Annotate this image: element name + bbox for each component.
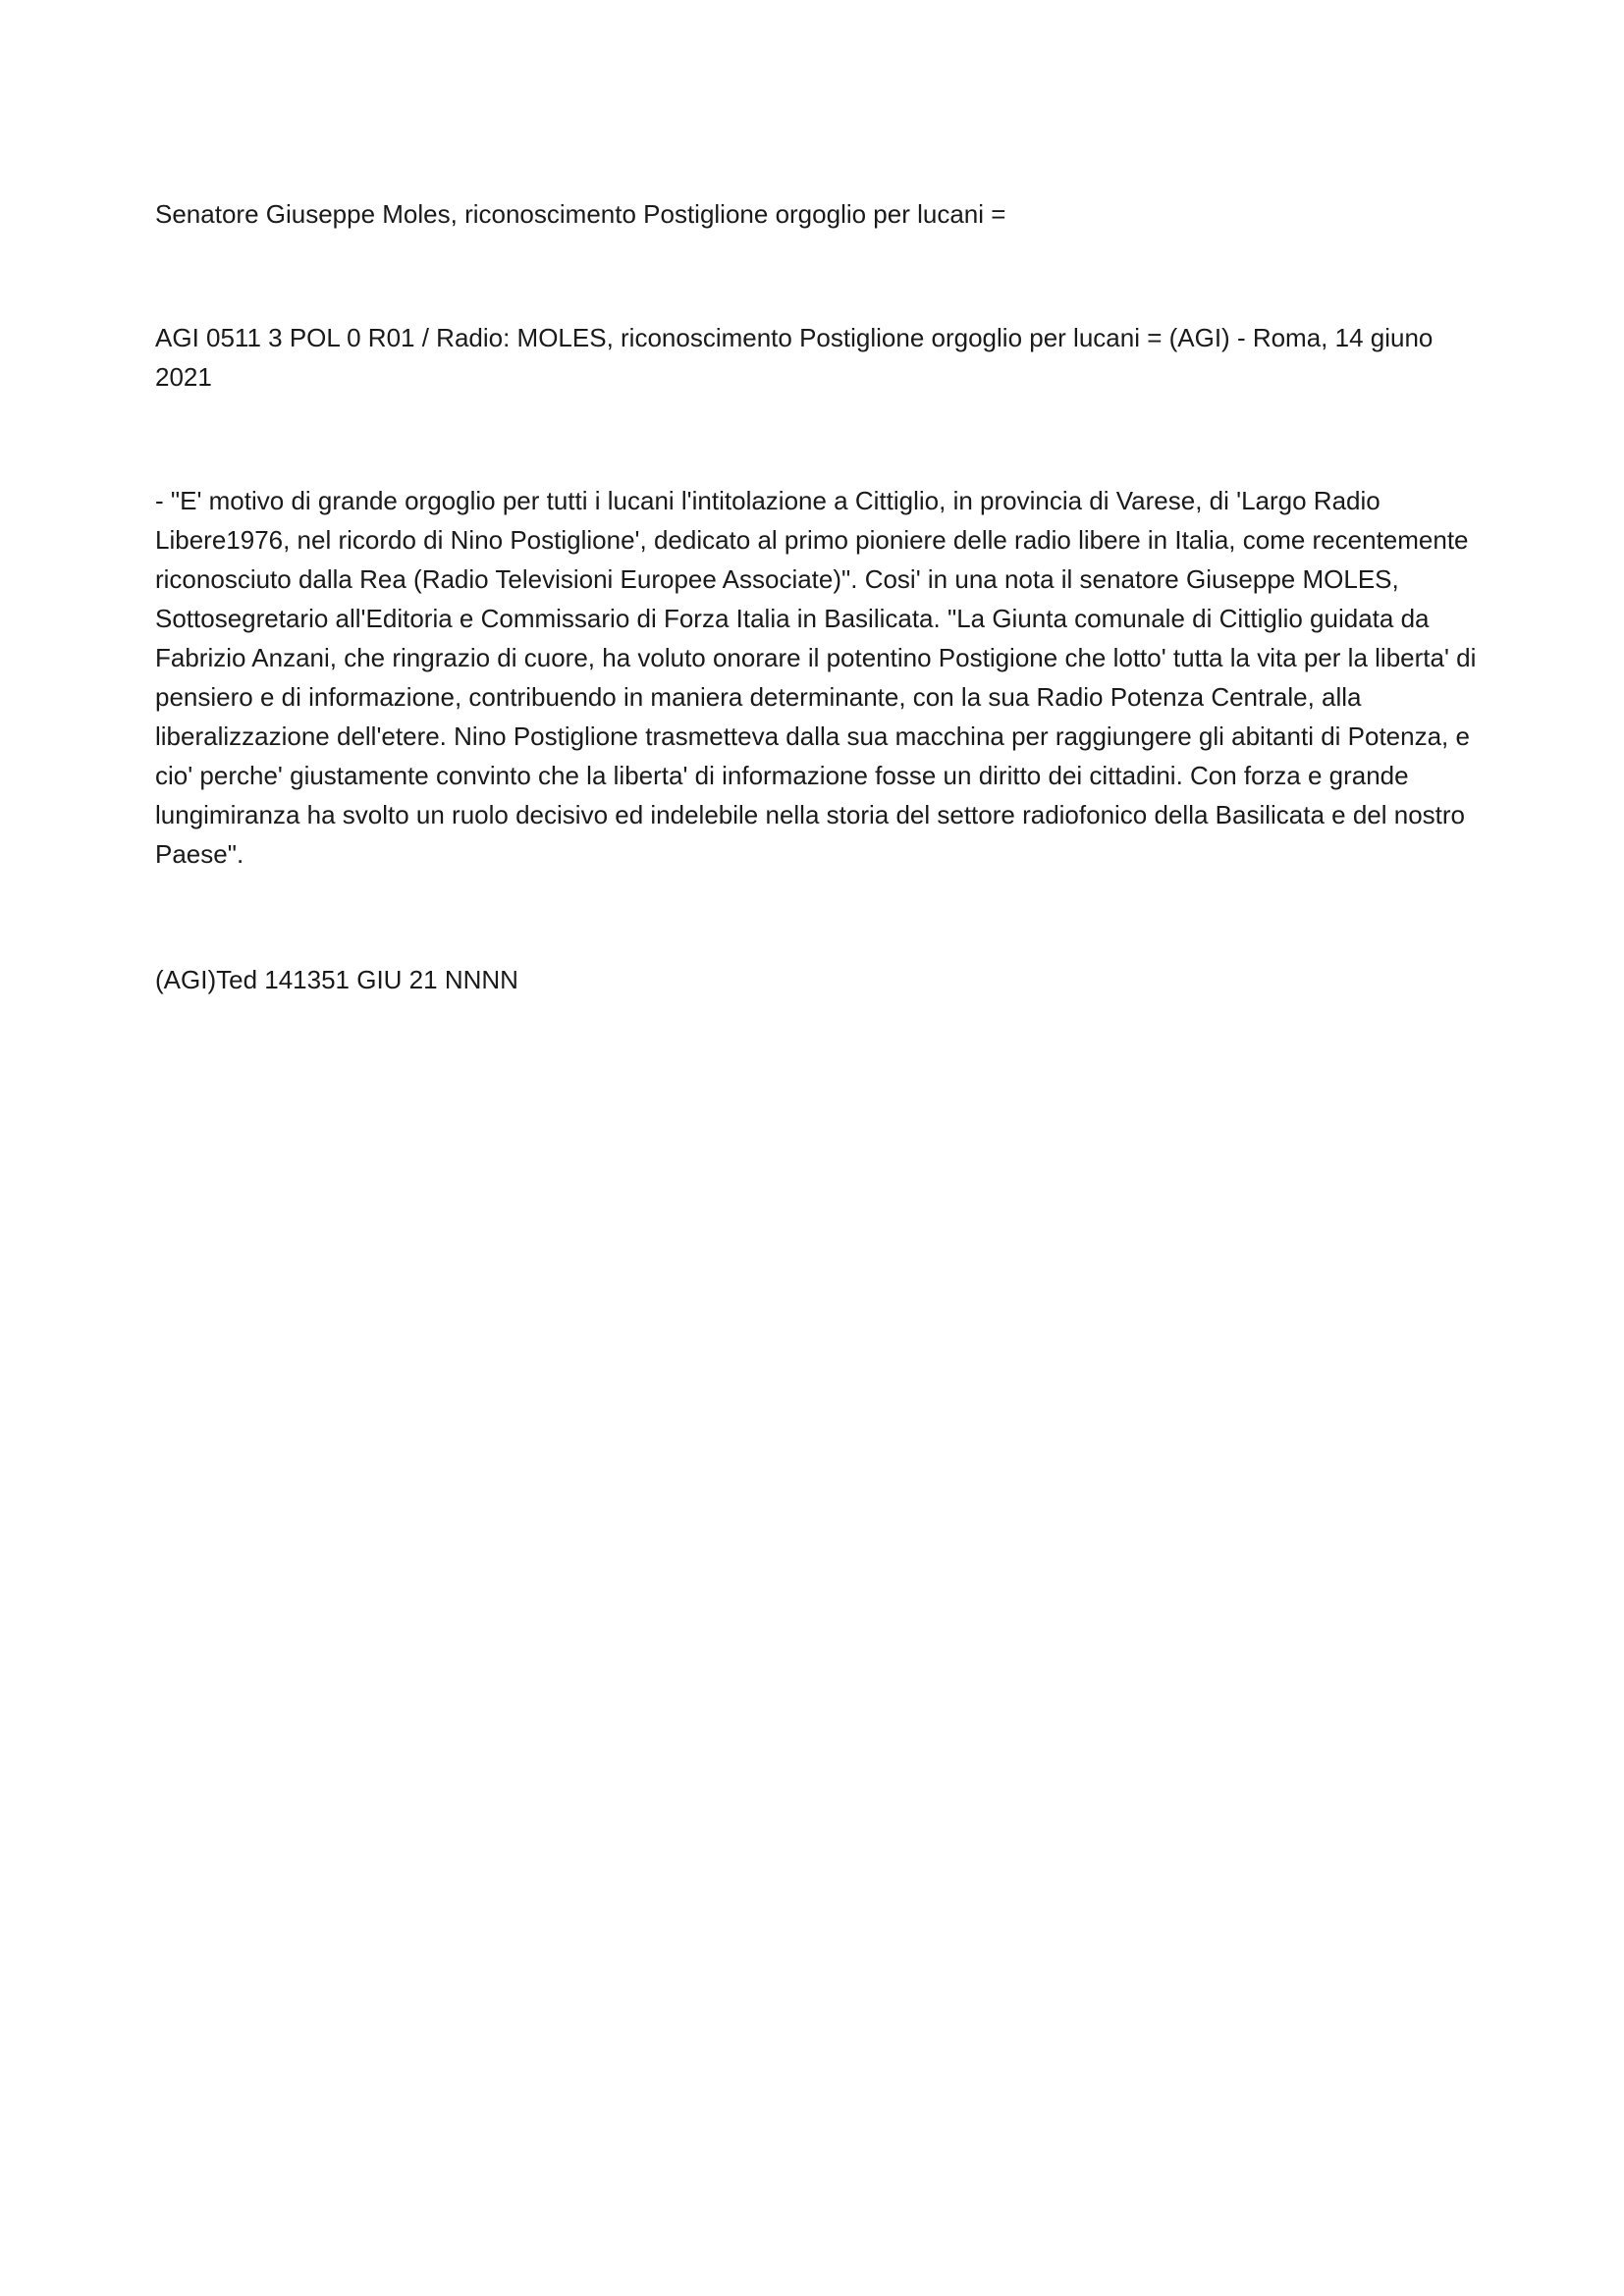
footer-code: (AGI)Ted 141351 GIU 21 NNNN <box>155 965 518 994</box>
dateline: AGI 0511 3 POL 0 R01 / Radio: MOLES, riconoscimento Postiglione orgoglio per lucani = (AGI) - Roma, 14 giuno 2021 <box>155 323 1434 392</box>
headline: Senatore Giuseppe Moles, riconoscimento Postiglione orgoglio per lucani = <box>155 199 1006 229</box>
body-paragraph: - "E' motivo di grande orgoglio per tutti i lucani l'intitolazione a Cittiglio, in provincia di Varese, di 'Largo Radio Libere1976, nel ricordo di Nino Postiglione', dedicato al primo pioniere delle radio libere in Italia, come recentemente riconosciuto dalla Rea (Radio Televisioni Europee Associate)". Cosi' in una nota il senatore Giuseppe MOLES, Sottosegretario all'Editoria e Commissario di Forza Italia in Basilicata. "La Giunta comunale di Cittiglio guidata da Fabrizio Anzani, che ringrazio di cuore, ha voluto onorare il potentino Postigione che lotto' tutta la vita per la liberta' di pensiero e di informazione, contribuendo in maniera determinante, con la sua Radio Potenza Centrale, alla liberalizzazione dell'etere. Nino Postiglione trasmetteva dalla sua macchina per raggiungere gli abitanti di Potenza, e cio' perche' giustamente convinto che la liberta' di informazione fosse un diritto dei cittadini. Con forza e grande lungimiranza ha svolto un ruolo decisivo ed indelebile nella storia del settore radiofonico della Basilicata e del nostro Paese". <box>155 486 1477 869</box>
